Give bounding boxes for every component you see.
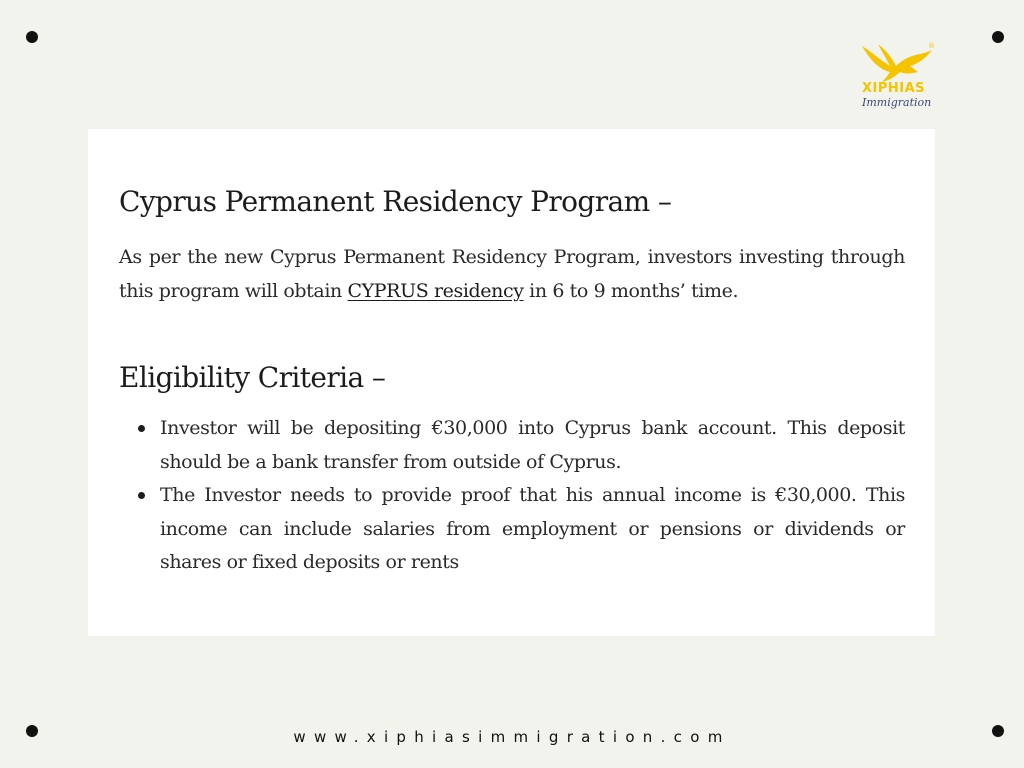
content-card [88,129,935,636]
program-description [119,240,905,308]
corner-dot-top-right [992,31,1004,43]
eagle-icon [860,42,934,84]
logo-subtitle: Immigration [862,96,932,109]
section-heading-program: Cyprus Permanent Residency Program – [119,185,672,218]
list-item [119,479,905,580]
description-text-end: in 6 to 9 months’ time. [523,280,739,302]
list-item [119,412,905,479]
registered-mark: ® [928,42,935,50]
bullet-text: The Investor needs to provide proof that his annual income is €30,000. This income can include salaries from employment or pensions or dividends or shares or fixed deposits or rents [160,484,905,573]
corner-dot-top-left [26,31,38,43]
bullet-text: Investor will be depositing €30,000 into Cyprus bank account. This deposit should be a bank transfer from outside of Cyprus. [160,417,905,473]
bullet-icon [138,492,145,499]
footer-website-url[interactable]: www.xiphiasimmigration.com [293,728,731,746]
eligibility-list [119,412,905,580]
xiphias-logo[interactable] [850,40,946,114]
bullet-icon [138,425,145,432]
section-heading-eligibility: Eligibility Criteria – [119,361,386,394]
logo-wordmark: XIPHIAS [862,81,926,96]
cyprus-residency-link[interactable]: CYPRUS residency [347,280,524,302]
description-text-start: As per the new Cyprus Permanent Residency Program, investors investing through this program will obtain [119,246,905,302]
